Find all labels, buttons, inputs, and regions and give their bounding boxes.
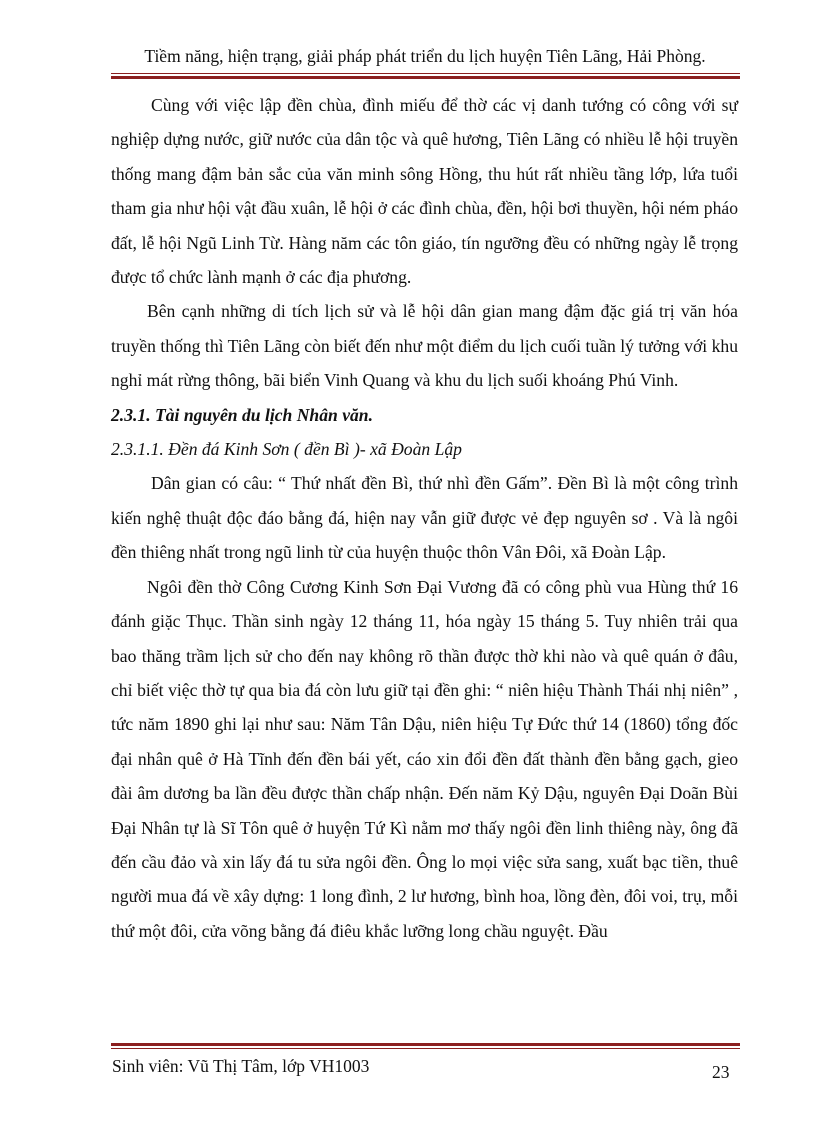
paragraph-den-bi-history: Ngôi đền thờ Công Cương Kinh Sơn Đại Vương đã có công phù vua Hùng thứ 16 đánh giặc Thục. Thần sinh ngày 12 tháng 11, hóa ngày 15 tháng 5. Tuy nhiên trải qua bao thăng trầm lịch sử cho đến nay không rõ thần được thờ khi nào và quê quán ở đâu, chỉ biết việc thờ tự qua bia đá còn lưu giữ tại đền ghi: “ niên hiệu Thành Thái nhị niên” , tức năm 1890 ghi lại như sau: Năm Tân Dậu, niên hiệu Tự Đức thứ 14 (1860) tổng đốc đại nhân quê ở Hà Tĩnh đến đền bái yết, cáo xin đổi đền đất thành đền bằng gạch, gieo đài âm dương ba lần đều được thần chấp nhận. Đến năm Kỷ Dậu, nguyên Đại Doãn Bùi Đại Nhân tự là Sĩ Tôn quê ở huyện Tứ Kì nằm mơ thấy ngôi đền linh thiêng này, ông đã đến cầu đảo và xin lấy đá tu sửa ngôi đền. Ông lo mọi việc sửa sang, xuất bạc tiền, thuê người mua đá về xây dựng: 1 long đình, 2 lư hương, bình hoa, lồng đèn, đôi voi, trụ, mỗi thứ một đôi, cửa võng bằng đá điêu khắc lưỡng long chầu nguyệt. Đầu (111, 576, 738, 941)
footer-rule-thick (111, 1043, 740, 1046)
paragraph-den-bi-intro: Dân gian có câu: “ Thứ nhất đền Bì, thứ nhì đền Gấm”. Đền Bì là một công trình kiến nghệ thuật độc đáo bằng đá, hiện nay vẫn giữ được vẻ đẹp nguyên sơ . Và là ngôi đền thiêng nhất trong ngũ linh từ của huyện thuộc thôn Vân Đôi, xã Đoàn Lập. (111, 473, 738, 563)
document-body (111, 88, 738, 948)
subsection-heading: 2.3.1.1. Đền đá Kinh Sơn ( đền Bì )- xã Đoàn Lập (111, 439, 462, 460)
footer-student-info: Sinh viên: Vũ Thị Tâm, lớp VH1003 (112, 1056, 370, 1076)
header-rule-thin (111, 73, 740, 74)
page-number: 23 (712, 1062, 730, 1082)
paragraph-festivals: Cùng với việc lập đền chùa, đình miếu để thờ các vị danh tướng có công với sự nghiệp dựng nước, giữ nước của dân tộc và quê hương, Tiên Lãng có nhiều lễ hội truyền thống mang đậm bản sắc của văn minh sông Hồng, thu hút rất nhiều tầng lớp, lứa tuổi tham gia như hội vật đầu xuân, lễ hội ở các đình chùa, đền, hội bơi thuyền, hội ném pháo đất, lễ hội Ngũ Linh Từ. Hàng năm các tôn giáo, tín ngưỡng đều có những ngày lễ trọng được tổ chức lành mạnh ở các địa phương. (111, 95, 738, 288)
paragraph-weekend-tourism: Bên cạnh những di tích lịch sử và lễ hội dân gian mang đậm đặc giá trị văn hóa truyền thống thì Tiên Lãng còn biết đến như một điểm du lịch cuối tuần lý tưởng với khu nghỉ mát rừng thông, bãi biển Vinh Quang và khu du lịch suối khoáng Phú Vinh. (111, 301, 738, 391)
header-rule-thick (111, 76, 740, 79)
page-header-title: Tiềm năng, hiện trạng, giải pháp phát triển du lịch huyện Tiên Lãng, Hải Phòng. (144, 46, 706, 66)
footer-rule-thin (111, 1048, 740, 1049)
section-heading: 2.3.1. Tài nguyên du lịch Nhân văn. (111, 404, 373, 425)
